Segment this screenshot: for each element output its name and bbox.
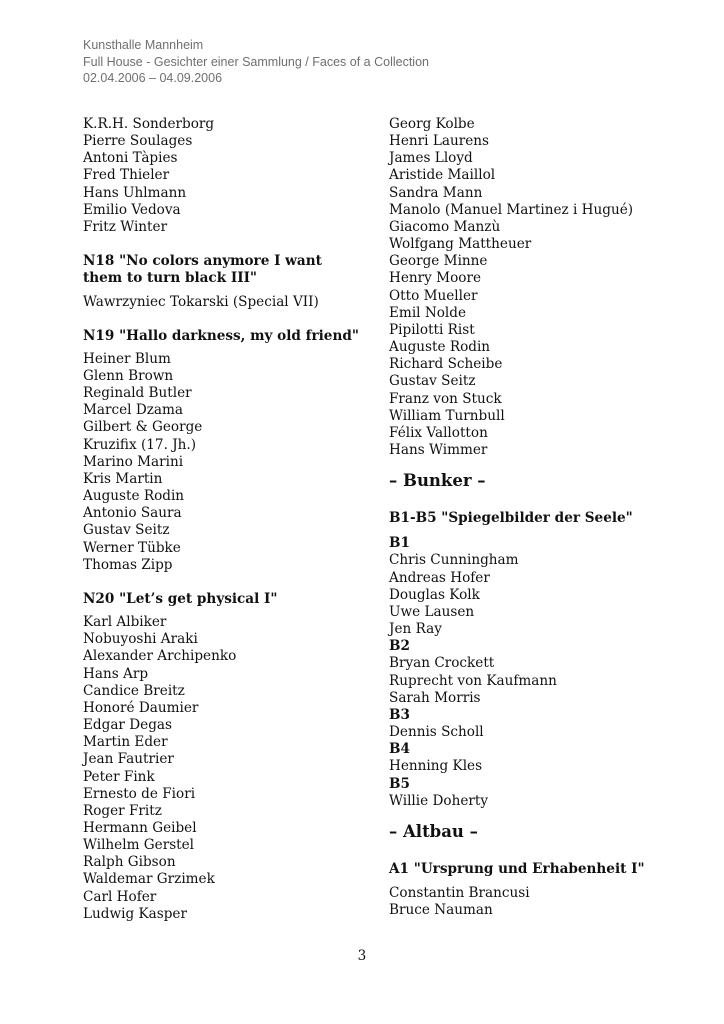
- header-dates: 02.04.2006 – 04.09.2006: [83, 71, 223, 85]
- artist-name: Franz von Stuck: [389, 390, 502, 407]
- bunker-heading: – Bunker –: [389, 471, 486, 491]
- artist-name: Edgar Degas: [83, 717, 172, 734]
- subsection-label-b2: B2: [389, 638, 410, 655]
- artist-name: Georg Kolbe: [389, 116, 475, 132]
- artist-name: Marcel Dzama: [83, 402, 184, 419]
- artist-name: Emilio Vedova: [83, 201, 181, 218]
- artist-name: Jean Fautrier: [83, 751, 174, 768]
- artist-name: Henry Moore: [389, 270, 481, 287]
- artist-name: Emil Nolde: [389, 304, 467, 321]
- artist-name: Carl Hofer: [83, 888, 157, 905]
- artist-name: Pipilotti Rist: [389, 321, 475, 338]
- artist-name: Thomas Zipp: [83, 556, 173, 573]
- artist-name: Hermann Geibel: [83, 819, 197, 836]
- artist-name: Giacomo Manzù: [389, 218, 501, 235]
- artist-name: Wawrzyniec Tokarski (Special VII): [83, 293, 319, 310]
- artist-name: Martin Eder: [83, 734, 168, 751]
- artist-name: Auguste Rodin: [389, 339, 491, 356]
- artist-name: Nobuyoshi Araki: [83, 631, 198, 648]
- altbau-heading: – Altbau –: [389, 821, 478, 841]
- artist-name: Hans Arp: [83, 665, 149, 682]
- artist-name: Chris Cunningham: [389, 552, 519, 569]
- artist-name: Fred Thieler: [83, 167, 170, 184]
- left-intro-list: [83, 116, 373, 236]
- subsection-label-b3: B3: [389, 706, 410, 723]
- artist-name: Jen Ray: [389, 621, 442, 638]
- artist-name: Dennis Scholl: [389, 724, 484, 741]
- section-title-line: N18 "No colors anymore I want: [83, 253, 322, 270]
- artist-name: Waldemar Grzimek: [83, 871, 215, 888]
- section-title-n19: N19 "Hallo darkness, my old friend": [83, 327, 359, 344]
- right-column: [389, 116, 709, 919]
- section-title-n20: N20 "Let’s get physical I": [83, 590, 278, 607]
- artist-name: Constantin Brancusi: [389, 885, 530, 902]
- left-column: [83, 116, 373, 923]
- artist-name: Heiner Blum: [83, 350, 171, 367]
- section-title-a1: A1 "Ursprung und Erhabenheit I": [389, 860, 645, 877]
- artist-name: Henning Kles: [389, 758, 483, 775]
- artist-name: Candice Breitz: [83, 682, 185, 699]
- artist-name: Antoni Tàpies: [83, 150, 178, 167]
- artist-name: Félix Vallotton: [389, 424, 488, 441]
- artist-name: Ernesto de Fiori: [83, 785, 196, 802]
- artist-name: James Lloyd: [389, 150, 473, 167]
- artist-name: Wolfgang Mattheuer: [389, 236, 532, 253]
- artist-name: Werner Tübke: [83, 539, 181, 556]
- artist-name: Honoré Daumier: [83, 699, 199, 716]
- artist-name: Antonio Saura: [83, 505, 182, 522]
- artist-name: Andreas Hofer: [389, 569, 490, 586]
- artist-name: Uwe Lausen: [389, 603, 475, 620]
- section-title-b1-b5: B1-B5 "Spiegelbilder der Seele": [389, 510, 633, 527]
- artist-name: Ralph Gibson: [83, 854, 176, 871]
- subsection-label-b5: B5: [389, 775, 410, 792]
- artist-name: Douglas Kolk: [389, 586, 480, 603]
- page-number: 3: [357, 948, 367, 964]
- artist-name: Bryan Crockett: [389, 655, 495, 672]
- artist-name: Alexander Archipenko: [83, 648, 237, 665]
- artist-name: Gustav Seitz: [83, 522, 170, 539]
- subsection-label-b4: B4: [389, 741, 410, 758]
- artist-name: Kris Martin: [83, 470, 163, 487]
- artist-name: Kruzifix (17. Jh.): [83, 436, 197, 453]
- artist-name: Marino Marini: [83, 453, 184, 470]
- artist-name: Gilbert & George: [83, 419, 203, 436]
- artist-name: Bruce Nauman: [389, 902, 493, 919]
- artist-name: Willie Doherty: [389, 792, 489, 809]
- document-header: [83, 37, 429, 87]
- artist-name: Wilhelm Gerstel: [83, 837, 195, 854]
- n19-list: [83, 351, 373, 574]
- artist-name: K.R.H. Sonderborg: [83, 116, 215, 132]
- artist-name: Peter Fink: [83, 768, 155, 785]
- n18-list: [83, 294, 373, 311]
- artist-name: Otto Mueller: [389, 287, 478, 304]
- artist-name: Karl Albiker: [83, 614, 167, 631]
- artist-name: Henri Laurens: [389, 133, 489, 150]
- artist-name: Fritz Winter: [83, 218, 168, 235]
- artist-name: Hans Wimmer: [389, 441, 488, 458]
- artist-name: Hans Uhlmann: [83, 184, 187, 201]
- header-exhibition-title: Full House - Gesichter einer Sammlung / Faces of a Collection: [83, 54, 429, 69]
- section-title-line: them to turn black III": [83, 270, 258, 287]
- artist-name: Reginald Butler: [83, 385, 192, 402]
- artist-name: Sarah Morris: [389, 689, 481, 706]
- artist-name: Ruprecht von Kaufmann: [389, 672, 557, 689]
- artist-name: Pierre Soulages: [83, 133, 193, 150]
- artist-name: George Minne: [389, 253, 488, 270]
- artist-name: Ludwig Kasper: [83, 905, 187, 922]
- right-intro-list: [389, 116, 709, 459]
- artist-name: William Turnbull: [389, 407, 505, 424]
- artist-name: Auguste Rodin: [83, 488, 185, 505]
- artist-name: Glenn Brown: [83, 368, 174, 385]
- artist-name: Richard Scheibe: [389, 356, 503, 373]
- section-title-n18: [83, 253, 373, 287]
- subsection-label-b1: B1: [389, 535, 410, 552]
- artist-name: Manolo (Manuel Martinez i Hugué): [389, 201, 634, 218]
- artist-name: Aristide Maillol: [389, 167, 496, 184]
- artist-name: Roger Fritz: [83, 802, 162, 819]
- header-institution: Kunsthalle Mannheim: [83, 38, 204, 52]
- n20-list: [83, 614, 373, 923]
- artist-name: Sandra Mann: [389, 184, 483, 201]
- artist-name: Gustav Seitz: [389, 373, 476, 390]
